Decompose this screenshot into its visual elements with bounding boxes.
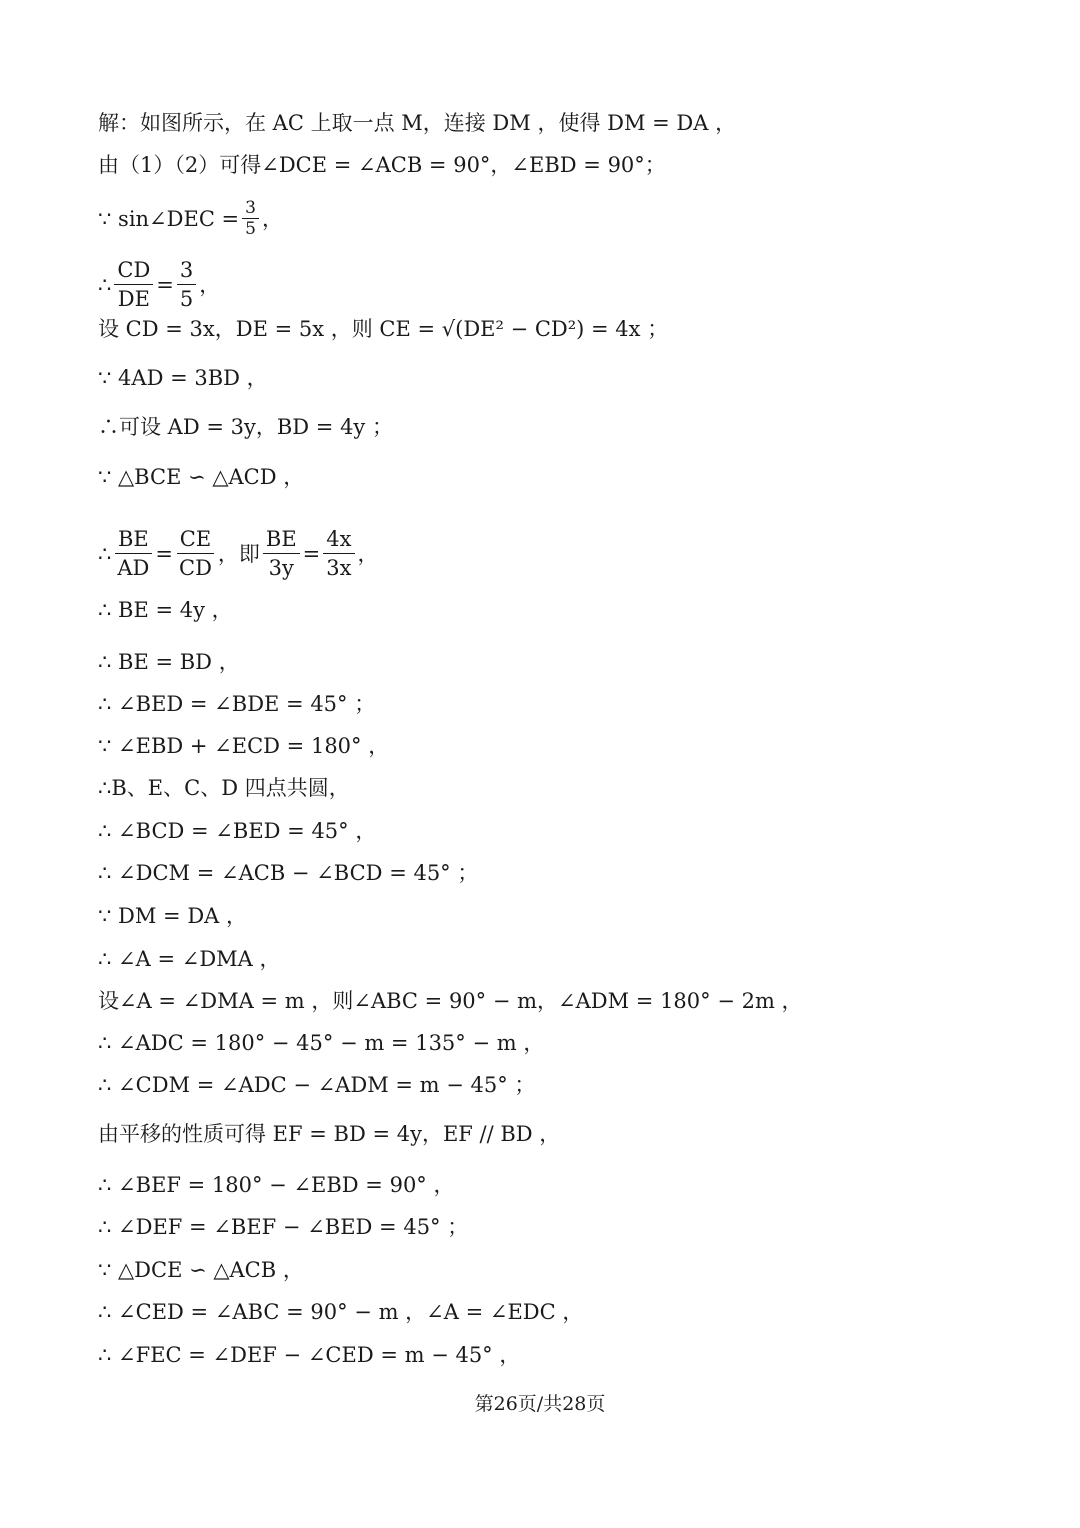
text-line: ∴B、E、C、D 四点共圆， xyxy=(98,776,350,800)
text-line: ∴ ∠DEF = ∠BEF − ∠BED = 45° ； xyxy=(98,1215,469,1239)
connector-text: ，即 xyxy=(217,541,260,566)
fraction-denominator: 3x xyxy=(326,556,352,580)
fraction-numerator: 4x xyxy=(323,525,354,554)
fraction xyxy=(263,525,300,582)
text-line: ∵ DM = DA ， xyxy=(98,904,247,928)
text-line: ∴ BE = BD ， xyxy=(98,650,240,674)
fraction-numerator: CD xyxy=(114,256,153,285)
fraction-denominator: 5 xyxy=(179,287,194,311)
text-line: ∴ ∠CED = ∠ABC = 90° − m ，∠A = ∠EDC ， xyxy=(98,1300,584,1324)
fraction xyxy=(323,525,354,582)
text-line: ∵ 4AD = 3BD ， xyxy=(98,366,268,390)
text-line: ∴ ∠A = ∠DMA ， xyxy=(98,947,281,971)
fraction xyxy=(177,256,196,313)
text-line: 设 CD = 3x，DE = 5x ，则 CE = √(DE² − CD²) = 4x ； xyxy=(98,317,669,341)
text-line-ratio-fraction xyxy=(98,256,1020,313)
fraction-denominator: 5 xyxy=(245,219,256,239)
punctuation: ， xyxy=(199,272,221,297)
text-line: ∴ ∠BCD = ∠BED = 45° ， xyxy=(98,819,377,843)
text-line: ∴ ∠DCM = ∠ACB − ∠BCD = 45° ； xyxy=(98,861,479,885)
text-line: ∴ ∠CDM = ∠ADC − ∠ADM = m − 45° ； xyxy=(98,1073,536,1097)
text-line: 设∠A = ∠DMA = m ，则∠ABC = 90° − m，∠ADM = 180° − 2m ， xyxy=(98,989,803,1013)
fraction-denominator: DE xyxy=(117,287,150,311)
equals-sign: = xyxy=(156,272,174,297)
fraction-numerator: BE xyxy=(263,525,300,554)
fraction xyxy=(176,525,215,582)
equals-sign: = xyxy=(302,541,321,566)
fraction-denominator: 3y xyxy=(268,556,294,580)
fraction xyxy=(242,198,259,239)
text-line: ∴可设 AD = 3y，BD = 4y ； xyxy=(98,415,393,439)
fraction-numerator: CE xyxy=(177,525,214,554)
fraction xyxy=(114,256,153,313)
text-line: ∴ BE = 4y ， xyxy=(98,598,233,622)
text-line: ∵ ∠EBD + ∠ECD = 180° ， xyxy=(98,734,390,758)
punctuation: ， xyxy=(261,206,283,231)
fraction-numerator: 3 xyxy=(177,256,196,285)
text-line: ∴ ∠ADC = 180° − 45° − m = 135° − m ， xyxy=(98,1031,545,1055)
fraction xyxy=(114,525,152,582)
sin-prefix: ∵ sin∠DEC = xyxy=(98,206,240,231)
text-line: 由平移的性质可得 EF = BD = 4y，EF // BD ， xyxy=(98,1122,561,1146)
fraction-denominator: CD xyxy=(179,556,212,580)
punctuation: ， xyxy=(357,541,379,566)
text-line: ∵ △BCE ∽ △ACD ， xyxy=(98,465,305,489)
text-line-sin-fraction xyxy=(98,198,1020,239)
text-line: 由（1）（2）可得∠DCE = ∠ACB = 90°，∠EBD = 90°； xyxy=(98,153,666,177)
text-line: ∵ △DCE ∽ △ACB ， xyxy=(98,1258,304,1282)
text-line-similar-fractions xyxy=(98,525,1020,582)
text-line: ∴ ∠FEC = ∠DEF − ∠CED = m − 45° ， xyxy=(98,1343,521,1367)
page-number-footer: 第26页/共28页 xyxy=(474,1393,606,1415)
text-line: ∴ ∠BED = ∠BDE = 45° ； xyxy=(98,692,376,716)
fraction-numerator: BE xyxy=(115,525,152,554)
therefore-symbol: ∴ xyxy=(98,272,112,297)
text-line: 解：如图所示，在 AC 上取一点 M，连接 DM ，使得 DM = DA ， xyxy=(98,111,737,135)
text-line: ∴ ∠BEF = 180° − ∠EBD = 90° ， xyxy=(98,1173,455,1197)
equals-sign: = xyxy=(155,541,173,566)
fraction-numerator: 3 xyxy=(242,198,259,219)
therefore-symbol: ∴ xyxy=(98,541,112,566)
fraction-denominator: AD xyxy=(117,556,150,580)
